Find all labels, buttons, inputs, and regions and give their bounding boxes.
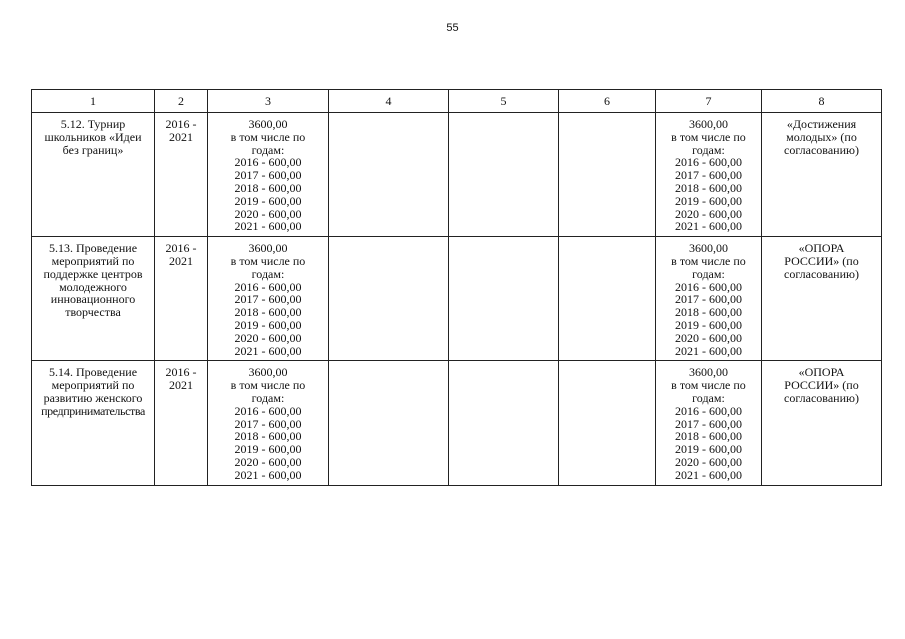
cell-line: 2019 - 600,00 (675, 317, 742, 332)
empty-cell-col4 (329, 237, 449, 361)
cell-line: «Достижения (786, 117, 857, 131)
table-row (32, 361, 882, 485)
cell-line: творчества (65, 305, 121, 320)
cell-line: согласованию) (784, 142, 859, 157)
page-number: 55 (446, 22, 459, 34)
cell-line: 2020 - 600,00 (234, 330, 302, 345)
cell-line: в том числе по (671, 378, 746, 393)
cell-line: в том числе по (230, 253, 306, 268)
cell-line: согласованию) (784, 390, 859, 405)
cell-line: 2021 - 600,00 (234, 467, 302, 482)
cell-line: годам: (692, 142, 725, 157)
cell-line: 2017 - 600,00 (675, 168, 742, 183)
cell-line: молодых» (по (786, 129, 857, 144)
cell-line: 2020 - 600,00 (675, 206, 742, 221)
cell-line: 2018 - 600,00 (234, 305, 302, 320)
cell-line: «ОПОРА (798, 365, 845, 380)
column-header-3: 3 (208, 90, 329, 113)
cell-line: 2021 - 600,00 (234, 219, 302, 234)
cell-line: 2019 - 600,00 (234, 317, 302, 332)
cell-line: 2021 (169, 253, 193, 268)
cell-line: «ОПОРА (798, 241, 845, 256)
column-header-4: 4 (329, 90, 449, 113)
partner-cell (762, 237, 882, 361)
cell-line: годам: (692, 390, 725, 405)
cell-line: годам: (692, 266, 725, 281)
cell-line: 5.13. Проведение (48, 241, 138, 256)
partner-cell (762, 113, 882, 237)
column-header-6: 6 (559, 90, 656, 113)
cell-line: 2020 - 600,00 (234, 206, 302, 221)
cell-line: школьников «Идеи (44, 129, 142, 144)
cell-line: 2021 - 600,00 (675, 219, 742, 234)
funding-source-cell (656, 113, 762, 237)
cell-line: 2018 - 600,00 (234, 180, 302, 195)
total-funding-cell (208, 237, 329, 361)
cell-line: 2018 - 600,00 (675, 305, 742, 320)
cell-line: 2019 - 600,00 (234, 442, 302, 457)
empty-cell-col5 (449, 361, 559, 485)
measure-name-cell (32, 361, 155, 485)
cell-line: 2021 - 600,00 (675, 343, 742, 358)
total-funding-cell (208, 113, 329, 237)
cell-line: 2016 - 600,00 (675, 403, 742, 418)
column-header-1: 1 (32, 90, 155, 113)
table-row (32, 113, 882, 237)
empty-cell-col4 (329, 361, 449, 485)
cell-line: 2021 - 600,00 (675, 467, 742, 482)
cell-line: 2016 - 600,00 (234, 279, 302, 294)
cell-line: 3600,00 (689, 241, 728, 256)
header-row (32, 90, 882, 113)
cell-line: 2017 - 600,00 (234, 168, 302, 183)
cell-line: 2021 (169, 378, 193, 393)
cell-line: 2017 - 600,00 (234, 416, 302, 431)
cell-line: годам: (251, 142, 285, 157)
cell-line: 2016 - (165, 365, 197, 380)
empty-cell-col5 (449, 113, 559, 237)
cell-line: 2016 - 600,00 (234, 403, 302, 418)
cell-line: без границ» (62, 142, 124, 157)
funding-source-cell (656, 361, 762, 485)
cell-line: 3600,00 (248, 365, 288, 380)
empty-cell-col6 (559, 361, 656, 485)
cell-line: 2016 - (165, 117, 197, 131)
cell-line: 2021 (169, 129, 193, 144)
program-table (31, 89, 882, 486)
column-header-5: 5 (449, 90, 559, 113)
cell-line: мероприятий по (51, 253, 135, 268)
cell-line: 2016 - 600,00 (675, 279, 742, 294)
table-row (32, 237, 882, 361)
cell-line: в том числе по (671, 129, 746, 144)
column-header-2: 2 (155, 90, 208, 113)
total-funding-cell (208, 361, 329, 485)
period-cell (155, 237, 208, 361)
cell-line: 2017 - 600,00 (675, 292, 742, 307)
cell-line: в том числе по (230, 378, 306, 393)
cell-line: 2017 - 600,00 (234, 292, 302, 307)
cell-line: 2016 - 600,00 (234, 155, 302, 170)
cell-line: инновационного (50, 292, 136, 307)
cell-line: в том числе по (671, 253, 746, 268)
cell-line: 2018 - 600,00 (675, 429, 742, 444)
cell-line: поддержке центров (43, 266, 143, 281)
cell-line: предпринимательства (41, 403, 145, 418)
empty-cell-col6 (559, 237, 656, 361)
cell-line: 2020 - 600,00 (675, 330, 742, 345)
partner-cell (762, 361, 882, 485)
cell-line: 2021 - 600,00 (234, 343, 302, 358)
cell-line: 5.14. Проведение (48, 365, 138, 380)
measure-name-cell (32, 113, 155, 237)
cell-line: в том числе по (230, 129, 306, 144)
period-cell (155, 361, 208, 485)
empty-cell-col5 (449, 237, 559, 361)
measure-name-cell (32, 237, 155, 361)
column-header-8: 8 (762, 90, 882, 113)
cell-line: 2019 - 600,00 (675, 193, 742, 208)
cell-line: 2019 - 600,00 (675, 442, 742, 457)
cell-line: 2016 - 600,00 (675, 155, 742, 170)
cell-line: РОССИИ» (по (784, 253, 859, 268)
cell-line: 2018 - 600,00 (675, 180, 742, 195)
cell-line: молодежного (59, 279, 127, 294)
cell-line: 2018 - 600,00 (234, 429, 302, 444)
cell-line: 3600,00 (248, 241, 288, 256)
empty-cell-col6 (559, 113, 656, 237)
cell-line: 2020 - 600,00 (675, 454, 742, 469)
cell-line: 2017 - 600,00 (675, 416, 742, 431)
cell-line: 2019 - 600,00 (234, 193, 302, 208)
empty-cell-col4 (329, 113, 449, 237)
cell-line: годам: (251, 390, 285, 405)
cell-line: 2020 - 600,00 (234, 454, 302, 469)
cell-line: 3600,00 (689, 365, 728, 380)
cell-line: мероприятий по (51, 378, 135, 393)
period-cell (155, 113, 208, 237)
cell-line: развитию женского (43, 390, 143, 405)
cell-line: РОССИИ» (по (784, 378, 859, 393)
cell-line: 3600,00 (689, 117, 728, 131)
cell-line: 2016 - (165, 241, 197, 256)
column-header-7: 7 (656, 90, 762, 113)
cell-line: 3600,00 (248, 117, 288, 131)
cell-line: годам: (251, 266, 285, 281)
funding-source-cell (656, 237, 762, 361)
cell-line: согласованию) (784, 266, 859, 281)
cell-line: 5.12. Турнир (60, 117, 126, 131)
